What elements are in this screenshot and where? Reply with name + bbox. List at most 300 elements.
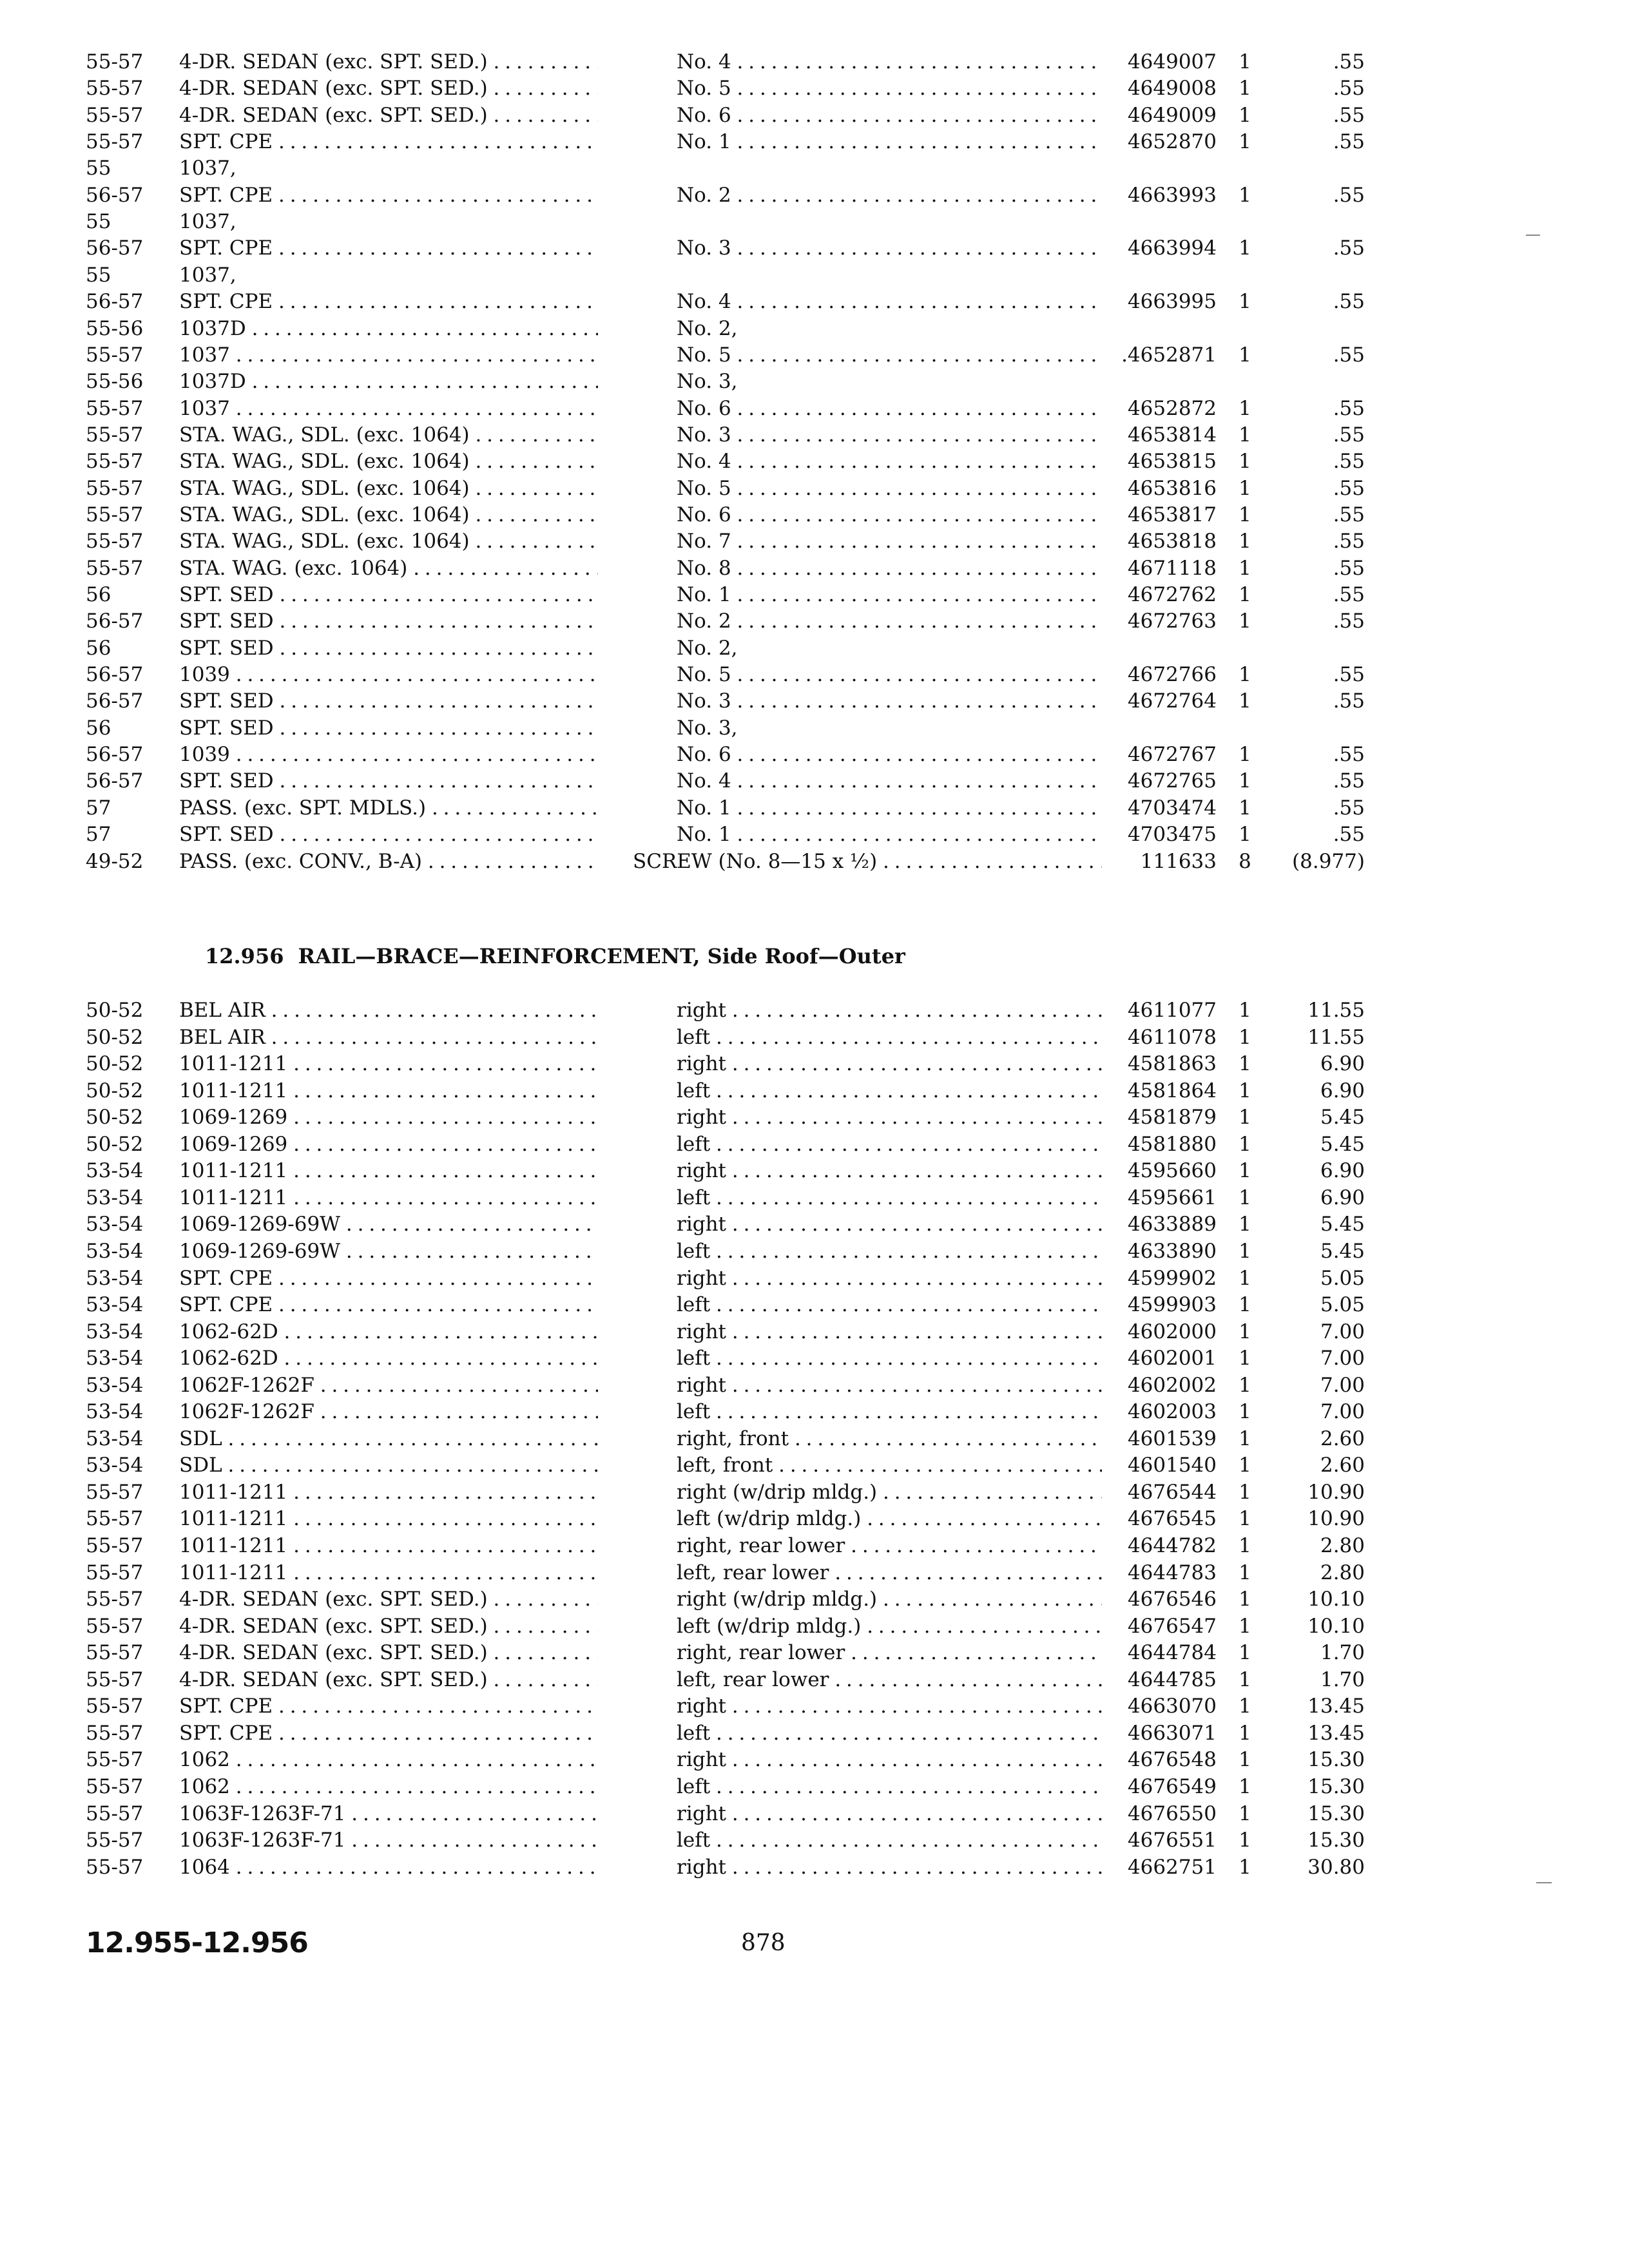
model-name: STA. WAG., SDL. (exc. 1064) . . . [179, 502, 598, 528]
model-name: 4-DR. SEDAN (exc. SPT. SED.) . . . [179, 49, 598, 75]
price: .55 [1333, 130, 1365, 154]
part-description: No. 3 . . . [677, 688, 1102, 714]
table-row [0, 1211, 1629, 1237]
model-year: 55-57 [86, 1802, 144, 1825]
part-description: left . . . [677, 1774, 1102, 1800]
table-row [0, 155, 1629, 181]
price: .55 [1333, 343, 1365, 367]
model-year: 55-57 [86, 1480, 144, 1504]
table-row [0, 1319, 1629, 1345]
model-name: SPT. CPE . . . [179, 1265, 598, 1291]
price: .55 [1333, 503, 1365, 526]
part-number: 4672765 [1127, 769, 1217, 793]
part-description: No. 5 . . . [677, 75, 1102, 101]
footer-section-range: 12.955-12.956 [86, 1927, 308, 1959]
part-number: 4662751 [1127, 1855, 1217, 1879]
table-row [0, 822, 1629, 847]
model-name: 4-DR. SEDAN (exc. SPT. SED.) . . . [179, 1613, 598, 1639]
price: .55 [1333, 183, 1365, 207]
model-name: 1011-1211 . . . [179, 1506, 598, 1532]
price: 6.90 [1320, 1079, 1365, 1102]
table-row [0, 102, 1629, 128]
price: .55 [1333, 689, 1365, 713]
quantity: 1 [1239, 1106, 1251, 1129]
part-number: 4649009 [1127, 103, 1217, 127]
model-year: 53-54 [86, 1213, 144, 1236]
model-name: 1062-62D . . . [179, 1345, 598, 1371]
model-name: SPT. SED . . . [179, 768, 598, 794]
part-number: 4599902 [1127, 1266, 1217, 1290]
quantity: 1 [1239, 77, 1251, 101]
part-number: 4676547 [1127, 1614, 1217, 1638]
part-description: No. 3, [677, 370, 738, 394]
margin-mark [1526, 235, 1540, 236]
quantity: 1 [1239, 103, 1251, 127]
quantity: 1 [1239, 1667, 1251, 1691]
model-year: 55-57 [86, 1614, 144, 1638]
part-number: 4663993 [1127, 183, 1217, 207]
price: .55 [1333, 396, 1365, 420]
part-description: left . . . [677, 1345, 1102, 1371]
table-row [0, 1158, 1629, 1184]
table-row [0, 1854, 1629, 1880]
part-number: 4633890 [1127, 1239, 1217, 1263]
quantity: 1 [1239, 1774, 1251, 1798]
part-description: No. 5 . . . [677, 342, 1102, 368]
quantity: 1 [1239, 663, 1251, 687]
part-description: No. 2 . . . [677, 608, 1102, 634]
table-row [0, 1265, 1629, 1291]
model-year: 56-57 [86, 183, 144, 207]
part-number: 4595661 [1127, 1186, 1217, 1209]
table-row [0, 849, 1629, 874]
part-number: 111633 [1140, 849, 1217, 873]
price: .55 [1333, 236, 1365, 260]
model-name: SPT. CPE . . . [179, 1292, 598, 1318]
table-row [0, 688, 1629, 714]
section-title: RAIL—BRACE—REINFORCEMENT, Side Roof—Outer [298, 944, 905, 968]
part-description: No. 1 . . . [677, 822, 1102, 847]
model-year: 55-57 [86, 476, 144, 500]
price: .55 [1333, 423, 1365, 447]
model-name: SPT. CPE . . . [179, 235, 598, 261]
part-number: .4652871 [1121, 343, 1217, 367]
table-row [0, 997, 1629, 1023]
quantity: 1 [1239, 1266, 1251, 1290]
price: .55 [1333, 610, 1365, 633]
part-number: 4663070 [1127, 1695, 1217, 1718]
model-name: 1063F-1263F-71 . . . [179, 1801, 598, 1827]
price: 7.00 [1320, 1347, 1365, 1370]
price: 11.55 [1307, 999, 1365, 1022]
table-row [0, 75, 1629, 101]
price: 10.10 [1307, 1588, 1365, 1611]
model-name: SPT. SED . . . [179, 582, 598, 608]
price: .55 [1333, 77, 1365, 101]
model-year: 55-57 [86, 1561, 144, 1584]
part-number: 4653817 [1127, 503, 1217, 526]
model-year: 49-52 [86, 849, 144, 873]
part-description: No. 6 . . . [677, 102, 1102, 128]
part-number: 4653814 [1127, 423, 1217, 447]
part-number: 4676548 [1127, 1748, 1217, 1772]
model-year: 53-54 [86, 1454, 144, 1477]
price: .55 [1333, 796, 1365, 820]
table-row [0, 369, 1629, 394]
table-row [0, 289, 1629, 314]
price: 6.90 [1320, 1159, 1365, 1183]
model-year: 56-57 [86, 743, 144, 767]
price: 1.70 [1320, 1667, 1365, 1691]
part-description: No. 2 . . . [677, 182, 1102, 208]
part-description: No. 6 . . . [677, 396, 1102, 421]
part-description: right . . . [677, 1265, 1102, 1291]
model-name: SPT. CPE . . . [179, 1720, 598, 1746]
model-name: SDL . . . [179, 1452, 598, 1478]
part-number: 4649007 [1127, 50, 1217, 73]
part-number: 4601539 [1127, 1427, 1217, 1450]
quantity: 1 [1239, 583, 1251, 606]
model-name: SPT. SED . . . [179, 822, 598, 847]
price: .55 [1333, 476, 1365, 500]
model-year: 55-57 [86, 503, 144, 526]
model-year: 50-52 [86, 1132, 144, 1156]
model-year: 56 [86, 583, 111, 606]
table-row [0, 1533, 1629, 1559]
model-name: 1011-1211 . . . [179, 1560, 598, 1586]
quantity: 1 [1239, 610, 1251, 633]
price: 5.45 [1320, 1132, 1365, 1156]
part-description: left (w/drip mldg.) . . . [677, 1613, 1102, 1639]
part-description: right . . . [677, 1747, 1102, 1773]
quantity: 1 [1239, 1186, 1251, 1209]
model-year: 57 [86, 796, 111, 820]
quantity: 1 [1239, 1159, 1251, 1183]
price: 15.30 [1307, 1802, 1365, 1825]
quantity: 1 [1239, 1855, 1251, 1879]
part-description: No. 1 . . . [677, 582, 1102, 608]
part-number: 4602001 [1127, 1347, 1217, 1370]
quantity: 1 [1239, 396, 1251, 420]
model-name: 1037D . . . [179, 316, 598, 341]
model-name: 1037, [179, 263, 236, 287]
model-name: PASS. (exc. SPT. MDLS.) . . . [179, 795, 598, 821]
price: 2.60 [1320, 1427, 1365, 1450]
quantity: 1 [1239, 1829, 1251, 1852]
part-number: 4703475 [1127, 823, 1217, 847]
model-year: 56-57 [86, 769, 144, 793]
model-year: 55-57 [86, 1774, 144, 1798]
part-number: 4672766 [1127, 663, 1217, 687]
part-description: right . . . [677, 1051, 1102, 1077]
section-number: 12.956 [205, 944, 284, 968]
price: 5.45 [1320, 1106, 1365, 1129]
quantity: 1 [1239, 999, 1251, 1022]
price: .55 [1333, 530, 1365, 553]
price: 10.10 [1307, 1614, 1365, 1638]
part-description: No. 1 . . . [677, 129, 1102, 155]
quantity: 1 [1239, 1239, 1251, 1263]
model-year: 55 [86, 157, 111, 180]
table-row [0, 1024, 1629, 1050]
quantity: 1 [1239, 1721, 1251, 1745]
table-row [0, 1131, 1629, 1157]
model-year: 55-57 [86, 343, 144, 367]
part-number: 4672762 [1127, 583, 1217, 606]
table-row [0, 555, 1629, 581]
part-description: No. 2, [677, 636, 738, 660]
quantity: 1 [1239, 1641, 1251, 1665]
model-name: 1069-1269 . . . [179, 1131, 598, 1157]
part-number: 4653816 [1127, 476, 1217, 500]
part-number: 4652870 [1127, 130, 1217, 154]
model-year: 55-57 [86, 77, 144, 101]
price: .55 [1333, 663, 1365, 687]
model-name: 4-DR. SEDAN (exc. SPT. SED.) . . . [179, 102, 598, 128]
model-name: 4-DR. SEDAN (exc. SPT. SED.) . . . [179, 1586, 598, 1612]
table-row [0, 1801, 1629, 1827]
part-description: right . . . [677, 1104, 1102, 1130]
part-description: left (w/drip mldg.) . . . [677, 1506, 1102, 1532]
part-description: right . . . [677, 1693, 1102, 1719]
table-row [0, 1827, 1629, 1853]
part-description: right (w/drip mldg.) . . . [677, 1586, 1102, 1612]
part-number: 4581880 [1127, 1132, 1217, 1156]
part-number: 4633889 [1127, 1213, 1217, 1236]
table-row [0, 1104, 1629, 1130]
model-year: 55-57 [86, 1695, 144, 1718]
model-year: 50-52 [86, 999, 144, 1022]
table-row [0, 635, 1629, 661]
model-year: 55-57 [86, 1588, 144, 1611]
price: .55 [1333, 823, 1365, 847]
part-description: right . . . [677, 1319, 1102, 1345]
table-row [0, 1399, 1629, 1425]
part-number: 4595660 [1127, 1159, 1217, 1183]
model-year: 53-54 [86, 1239, 144, 1263]
part-number: 4602003 [1127, 1400, 1217, 1424]
part-description: left . . . [677, 1238, 1102, 1264]
part-number: 4581864 [1127, 1079, 1217, 1102]
model-year: 55-57 [86, 103, 144, 127]
part-number: 4611077 [1127, 999, 1217, 1022]
model-year: 55-57 [86, 50, 144, 73]
price: 11.55 [1307, 1025, 1365, 1049]
model-name: SPT. CPE . . . [179, 182, 598, 208]
part-description: right, rear lower . . . [677, 1533, 1102, 1559]
part-number: 4644784 [1127, 1641, 1217, 1665]
quantity: 1 [1239, 290, 1251, 314]
model-name: 4-DR. SEDAN (exc. SPT. SED.) . . . [179, 1640, 598, 1666]
quantity: 1 [1239, 1347, 1251, 1370]
table-row [0, 262, 1629, 288]
quantity: 1 [1239, 450, 1251, 474]
part-number: 4649008 [1127, 77, 1217, 101]
table-row [0, 1667, 1629, 1693]
model-year: 53-54 [86, 1186, 144, 1209]
part-number: 4581863 [1127, 1052, 1217, 1076]
quantity: 1 [1239, 1695, 1251, 1718]
part-description: left . . . [677, 1399, 1102, 1425]
table-row [0, 235, 1629, 261]
part-description: No. 3 . . . [677, 235, 1102, 261]
model-name: 1062-62D . . . [179, 1319, 598, 1345]
quantity: 1 [1239, 1213, 1251, 1236]
quantity: 1 [1239, 476, 1251, 500]
table-row [0, 448, 1629, 474]
table-row [0, 1640, 1629, 1666]
part-description: right, front . . . [677, 1426, 1102, 1452]
model-year: 55-57 [86, 423, 144, 447]
table-row [0, 182, 1629, 208]
quantity: 1 [1239, 50, 1251, 73]
model-year: 50-52 [86, 1079, 144, 1102]
table-row [0, 1560, 1629, 1586]
price: 13.45 [1307, 1695, 1365, 1718]
table-row [0, 342, 1629, 368]
quantity: 1 [1239, 556, 1251, 580]
table-row [0, 1693, 1629, 1719]
model-name: 4-DR. SEDAN (exc. SPT. SED.) . . . [179, 75, 598, 101]
part-description: No. 6 . . . [677, 502, 1102, 528]
price: .55 [1333, 769, 1365, 793]
part-number: 4672763 [1127, 610, 1217, 633]
table-row [0, 742, 1629, 767]
part-description: No. 8 . . . [677, 555, 1102, 581]
part-number: 4703474 [1127, 796, 1217, 820]
price: 1.70 [1320, 1641, 1365, 1665]
part-description: No. 1 . . . [677, 795, 1102, 821]
part-number: 4676551 [1127, 1829, 1217, 1852]
quantity: 1 [1239, 1079, 1251, 1102]
quantity: 1 [1239, 236, 1251, 260]
model-name: 1037, [179, 210, 236, 234]
quantity: 1 [1239, 1614, 1251, 1638]
model-year: 55-57 [86, 1667, 144, 1691]
part-description: right . . . [677, 1211, 1102, 1237]
model-name: 1037 . . . [179, 342, 598, 368]
model-name: 1064 . . . [179, 1854, 598, 1880]
price: 2.60 [1320, 1454, 1365, 1477]
model-name: STA. WAG. (exc. 1064) . . . [179, 555, 598, 581]
part-number: 4663994 [1127, 236, 1217, 260]
quantity: 1 [1239, 1588, 1251, 1611]
table-row [0, 1426, 1629, 1452]
margin-mark [1536, 1882, 1552, 1883]
price: .55 [1333, 450, 1365, 474]
model-name: 1011-1211 . . . [179, 1051, 598, 1077]
part-description: No. 3 . . . [677, 422, 1102, 448]
part-description: right . . . [677, 1854, 1102, 1880]
part-description: left . . . [677, 1292, 1102, 1318]
model-name: SPT. CPE . . . [179, 289, 598, 314]
model-year: 55-56 [86, 316, 144, 340]
quantity: 1 [1239, 1320, 1251, 1343]
model-year: 55-57 [86, 556, 144, 580]
part-description: left . . . [677, 1185, 1102, 1211]
table-row [0, 1720, 1629, 1746]
price: 2.80 [1320, 1534, 1365, 1557]
table-row [0, 1051, 1629, 1077]
model-name: 1039 . . . [179, 662, 598, 687]
table-row [0, 1747, 1629, 1773]
model-name: 1069-1269-69W . . . [179, 1211, 598, 1237]
table-row [0, 768, 1629, 794]
model-year: 55-57 [86, 130, 144, 154]
quantity: 1 [1239, 689, 1251, 713]
part-number: 4676545 [1127, 1507, 1217, 1531]
model-year: 55-57 [86, 1534, 144, 1557]
price: .55 [1333, 290, 1365, 314]
price: 15.30 [1307, 1774, 1365, 1798]
part-number: 4676544 [1127, 1480, 1217, 1504]
price: 7.00 [1320, 1400, 1365, 1424]
price: 5.45 [1320, 1213, 1365, 1236]
part-number: 4602002 [1127, 1373, 1217, 1397]
price: 13.45 [1307, 1721, 1365, 1745]
price: .55 [1333, 50, 1365, 73]
table-row [0, 49, 1629, 75]
quantity: 1 [1239, 1802, 1251, 1825]
part-number: 4663995 [1127, 290, 1217, 314]
model-name: 1039 . . . [179, 742, 598, 767]
table-row [0, 1185, 1629, 1211]
footer-page-number: 878 [741, 1930, 786, 1956]
table-row [0, 528, 1629, 554]
quantity: 1 [1239, 1480, 1251, 1504]
part-description: No. 7 . . . [677, 528, 1102, 554]
table-row [0, 396, 1629, 421]
model-year: 55-57 [86, 1507, 144, 1531]
model-name: STA. WAG., SDL. (exc. 1064) . . . [179, 448, 598, 474]
part-number: 4599903 [1127, 1293, 1217, 1317]
part-number: 4676550 [1127, 1802, 1217, 1825]
part-number: 4663071 [1127, 1721, 1217, 1745]
part-description: No. 5 . . . [677, 662, 1102, 687]
price: .55 [1333, 583, 1365, 606]
part-number: 4653815 [1127, 450, 1217, 474]
table-row [0, 316, 1629, 341]
model-name: SPT. CPE . . . [179, 129, 598, 155]
quantity: 1 [1239, 769, 1251, 793]
model-year: 55-57 [86, 530, 144, 553]
part-description: left, rear lower . . . [677, 1560, 1102, 1586]
part-number: 4672767 [1127, 743, 1217, 767]
model-year: 56-57 [86, 290, 144, 314]
table-row [0, 502, 1629, 528]
part-description: left, rear lower . . . [677, 1667, 1102, 1693]
model-year: 56-57 [86, 610, 144, 633]
part-number: 4601540 [1127, 1454, 1217, 1477]
model-year: 56-57 [86, 689, 144, 713]
model-year: 56 [86, 716, 111, 740]
quantity: 1 [1239, 130, 1251, 154]
part-description: left, front . . . [677, 1452, 1102, 1478]
table-row [0, 209, 1629, 235]
model-name: STA. WAG., SDL. (exc. 1064) . . . [179, 528, 598, 554]
model-name: SPT. SED . . . [179, 715, 598, 741]
part-description: left . . . [677, 1078, 1102, 1104]
price: 10.90 [1307, 1480, 1365, 1504]
quantity: 1 [1239, 503, 1251, 526]
part-number: 4644783 [1127, 1561, 1217, 1584]
model-year: 55-56 [86, 370, 144, 394]
model-year: 53-54 [86, 1293, 144, 1317]
model-name: BEL AIR . . . [179, 1024, 598, 1050]
model-year: 55-57 [86, 1855, 144, 1879]
table-row [0, 1774, 1629, 1800]
part-number: 4676549 [1127, 1774, 1217, 1798]
